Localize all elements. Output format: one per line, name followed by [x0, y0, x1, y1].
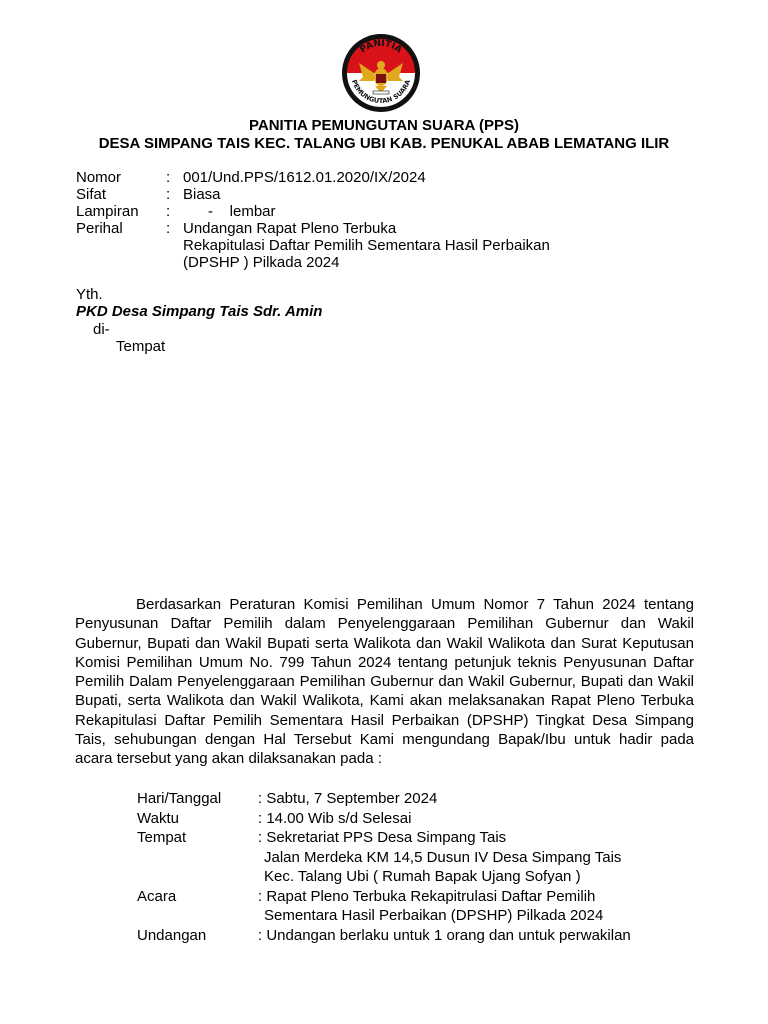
detail-row-undangan [137, 926, 631, 946]
letter-title-line1: PANITIA PEMUNGUTAN SUARA (PPS) [249, 117, 519, 134]
salutation: Yth. [76, 286, 103, 303]
meta-label: Nomor [76, 169, 122, 186]
meta-row-nomor [76, 169, 550, 186]
detail-value: : 14.00 Wib s/d Selesai [258, 809, 412, 827]
meta-colon: : [166, 169, 171, 186]
detail-continuation: Jalan Merdeka KM 14,5 Dusun IV Desa Simpang Tais [264, 848, 622, 866]
detail-label: Acara [137, 887, 177, 905]
detail-row-tempat [137, 828, 631, 848]
detail-row-acara [137, 887, 631, 907]
address-tempat: Tempat [116, 338, 166, 355]
meta-value: - lembar [183, 203, 276, 220]
detail-value: : Undangan berlaku untuk 1 orang dan untuk perwakilan [258, 926, 631, 944]
perihal-continuation: Rekapitulasi Daftar Pemilih Sementara Hasil Perbaikan [183, 237, 550, 254]
address-di: di- [93, 321, 110, 338]
meta-label: Lampiran [76, 203, 139, 220]
letter-meta [76, 169, 550, 271]
meta-colon: : [166, 203, 171, 220]
detail-label: Undangan [137, 926, 207, 944]
detail-value: : Sabtu, 7 September 2024 [258, 790, 438, 807]
recipient-name: PKD Desa Simpang Tais Sdr. Amin [76, 303, 323, 320]
meta-colon: : [166, 186, 171, 203]
meta-colon: : [166, 220, 171, 237]
meta-row-perihal [76, 220, 550, 237]
garuda-emblem-icon [341, 33, 421, 113]
detail-continuation: Kec. Talang Ubi ( Rumah Bapak Ujang Sofyan ) [264, 868, 581, 885]
detail-label: Hari/Tanggal [137, 790, 222, 807]
meta-label: Sifat [76, 186, 107, 203]
letter-body [75, 595, 694, 769]
meta-label: Perihal [76, 220, 123, 237]
logo-text-top: PANITIA [358, 38, 404, 56]
logo-text-bottom: PEMUNGUTAN SUARA [350, 78, 412, 106]
meta-value: Undangan Rapat Pleno Terbuka [183, 220, 397, 237]
detail-label: Waktu [137, 809, 179, 827]
meta-value: 001/Und.PPS/1612.01.2020/IX/2024 [183, 169, 426, 186]
detail-continuation: Sementara Hasil Perbaikan (DPSHP) Pilkada 2024 [264, 907, 604, 924]
letter-title-line2: DESA SIMPANG TAIS KEC. TALANG UBI KAB. PENUKAL ABAB LEMATANG ILIR [98, 135, 670, 152]
perihal-continuation: (DPSHP ) Pilkada 2024 [183, 254, 340, 271]
meta-row-lampiran [76, 203, 550, 220]
meta-value: Biasa [183, 186, 221, 203]
detail-row-waktu [137, 809, 631, 829]
detail-value: : Sekretariat PPS Desa Simpang Tais [258, 829, 507, 846]
detail-label: Tempat [137, 829, 187, 846]
meta-row-sifat [76, 186, 550, 203]
event-details [137, 789, 631, 945]
body-paragraph: Berdasarkan Peraturan Komisi Pemilihan Umum Nomor 7 Tahun 2024 tentang Penyusunan Daftar Pemilih dalam Penyelenggaraan Pemilihan Gubernur dan Wakil Gubernur, Bupati dan Wakil Bupati serta Walikota dan Wakil Walikota dan Surat Keputusan Komisi Pemilihan Umum No. 799 Tahun 2024 tentang petunjuk teknis Penyusunan Daftar Pemilih Dalam Penyelenggaraan Pemilihan Gubernur dan Wakil Gubernur, Bupati dan Wakil Bupati, serta Walikota dan Wakil Walikota, Kami akan melaksanakan Rapat Pleno Terbuka Rekapitulasi Daftar Pemilih Sementara Hasil Perbaikan (DPSHP) Tingkat Desa Simpang Tais, sehubungan dengan Hal Tersebut Kami mengundang Bapak/Ibu untuk hadir pada acara tersebut yang akan dilaksanakan pada : [75, 596, 694, 768]
detail-row-hari [137, 789, 631, 809]
detail-value: : Rapat Pleno Terbuka Rekapitrulasi Daftar Pemilih [258, 887, 596, 905]
